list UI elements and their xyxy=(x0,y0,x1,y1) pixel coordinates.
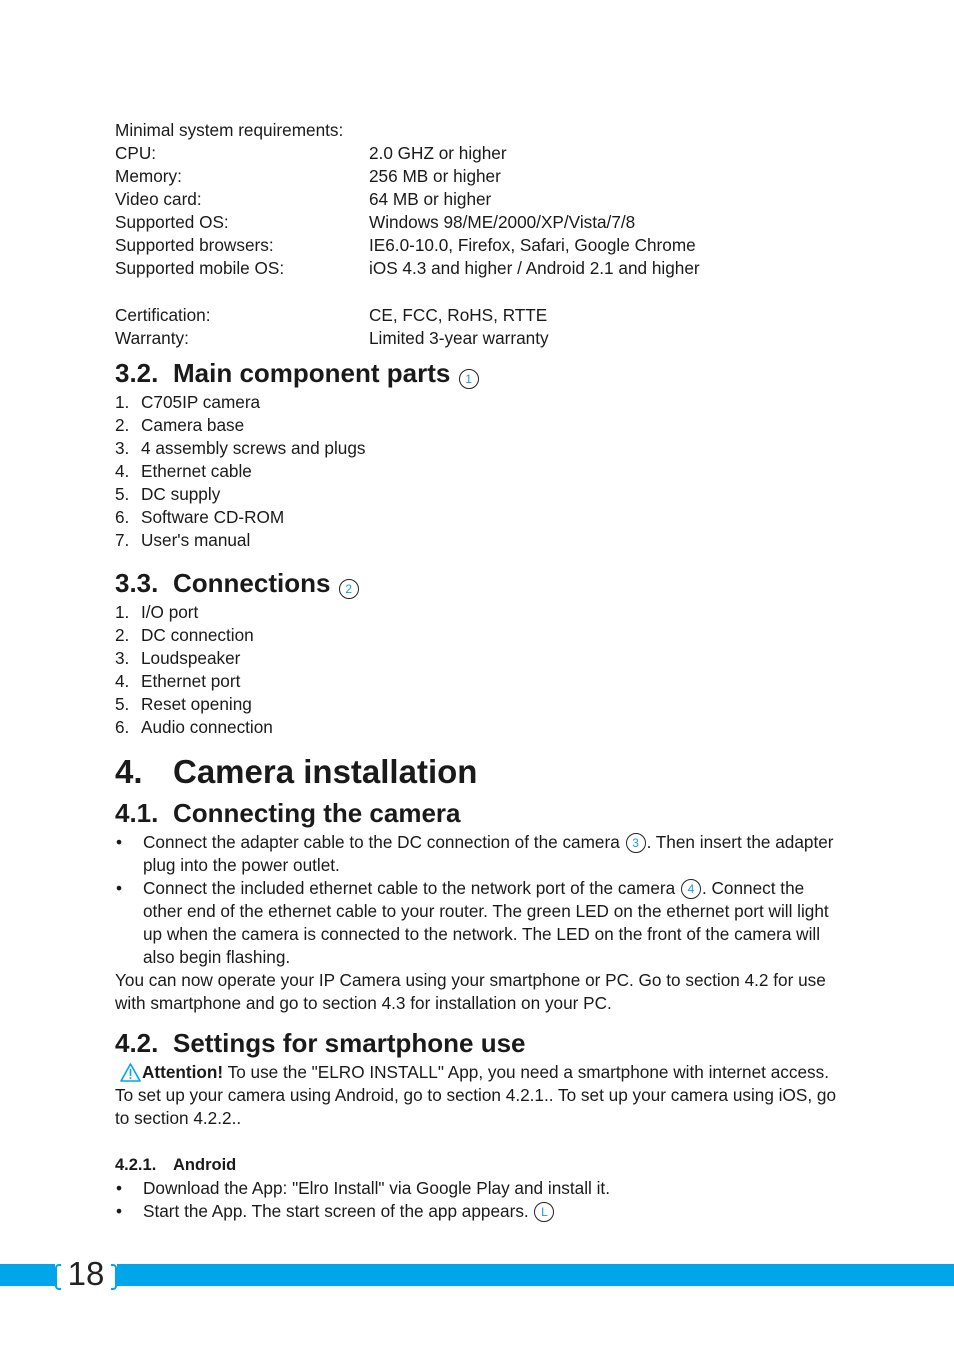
bullet-marker: • xyxy=(116,878,123,898)
attention-label: Attention! xyxy=(142,1062,224,1082)
section-title: Main component parts xyxy=(173,358,451,388)
attention-text xyxy=(142,1061,845,1084)
figure-reference-badge: 3 xyxy=(626,833,646,853)
bullet-text: Download the App: "Elro Install" via Google Play and install it. xyxy=(143,1178,610,1198)
section-number: 4.1. xyxy=(115,798,159,828)
list-number: 5. xyxy=(115,694,130,714)
list-text: DC connection xyxy=(141,625,254,645)
section-number: 3.3. xyxy=(115,568,159,598)
chapter-title: Camera installation xyxy=(173,753,478,790)
section-heading-main-component-parts xyxy=(115,355,845,391)
list-item xyxy=(115,506,845,529)
list-number: 3. xyxy=(115,648,130,668)
section-title: Settings for smartphone use xyxy=(173,1028,526,1058)
spec-row-cpu xyxy=(115,142,845,165)
bullet-marker: • xyxy=(116,1178,123,1198)
bullet-text xyxy=(143,1200,845,1223)
subsection-title: Android xyxy=(173,1156,237,1174)
list-item xyxy=(115,601,845,624)
list-number: 1. xyxy=(115,602,130,622)
spec-row-certification xyxy=(115,304,845,327)
list-item xyxy=(115,693,845,716)
list-text: Software CD-ROM xyxy=(141,507,285,527)
spec-heading: Minimal system requirements: xyxy=(115,120,344,140)
spec-label: Supported OS: xyxy=(115,212,229,232)
list-text: Camera base xyxy=(141,415,245,435)
spec-label: Supported browsers: xyxy=(115,235,274,255)
list-text: I/O port xyxy=(141,602,199,622)
list-item xyxy=(115,624,845,647)
section-heading-connecting-camera xyxy=(115,795,845,831)
warning-triangle-icon xyxy=(115,1061,142,1084)
section-number: 4.2. xyxy=(115,1028,159,1058)
section-heading-connections xyxy=(115,565,845,601)
list-item xyxy=(115,437,845,460)
chapter-heading-camera-installation xyxy=(115,749,845,795)
list-number: 2. xyxy=(115,415,130,435)
spec-value: CE, FCC, RoHS, RTTE xyxy=(369,305,548,325)
spec-row-browsers xyxy=(115,234,845,257)
spec-row-mobile-os xyxy=(115,257,845,280)
bullet-text-part: . Then insert the adapter plug into the power outlet. xyxy=(143,832,834,875)
figure-reference-badge: 4 xyxy=(681,879,701,899)
spec-value: 64 MB or higher xyxy=(369,189,492,209)
subsection-heading-android xyxy=(115,1154,845,1177)
list-item xyxy=(115,414,845,437)
list-number: 6. xyxy=(115,507,130,527)
bullet-text-part: Start the App. The start screen of the app appears. xyxy=(143,1201,529,1221)
spec-label: Memory: xyxy=(115,166,182,186)
section-number: 3.2. xyxy=(115,358,159,388)
page-number: 18 xyxy=(67,1255,105,1292)
page-number-box xyxy=(55,1256,117,1294)
list-text: User's manual xyxy=(141,530,251,550)
spec-label: CPU: xyxy=(115,143,157,163)
list-number: 4. xyxy=(115,671,130,691)
figure-reference-badge: 1 xyxy=(459,369,479,389)
list-item xyxy=(115,460,845,483)
attention-body: To use the "ELRO INSTALL" App, you need a smartphone with internet access. xyxy=(223,1062,829,1082)
list-text: Ethernet cable xyxy=(141,461,252,481)
paragraph: You can now operate your IP Camera using your smartphone or PC. Go to section 4.2 for use with smartphone and go to section 4.3 for installation on your PC. xyxy=(115,970,826,1013)
spec-label: Supported mobile OS: xyxy=(115,258,285,278)
list-text: Loudspeaker xyxy=(141,648,241,668)
list-item xyxy=(115,716,845,739)
bullet-item xyxy=(115,1200,845,1223)
spec-row-memory xyxy=(115,165,845,188)
list-number: 1. xyxy=(115,392,130,412)
footer-bar xyxy=(0,1264,954,1286)
paragraph: To set up your camera using Android, go to section 4.2.1.. To set up your camera using iOS, go to section 4.2.2.. xyxy=(115,1085,837,1128)
bullet-marker: • xyxy=(116,832,123,852)
bullet-text xyxy=(143,831,845,877)
section-title: Connecting the camera xyxy=(173,798,461,828)
page-content xyxy=(115,119,845,1223)
spec-row-warranty xyxy=(115,327,845,350)
bullet-text-part: Connect the adapter cable to the DC connection of the camera xyxy=(143,832,620,852)
list-item xyxy=(115,483,845,506)
list-text: DC supply xyxy=(141,484,221,504)
list-number: 6. xyxy=(115,717,130,737)
figure-reference-badge: 2 xyxy=(339,579,359,599)
bullet-marker: • xyxy=(116,1201,123,1221)
spec-value: Windows 98/ME/2000/XP/Vista/7/8 xyxy=(369,212,636,232)
spec-value: IE6.0-10.0, Firefox, Safari, Google Chrome xyxy=(369,235,696,255)
list-item xyxy=(115,391,845,414)
list-text: Reset opening xyxy=(141,694,252,714)
list-number: 5. xyxy=(115,484,130,504)
spec-value: 256 MB or higher xyxy=(369,166,501,186)
subsection-number: 4.2.1. xyxy=(115,1156,157,1174)
bullet-text-part: Connect the included ethernet cable to the network port of the camera xyxy=(143,878,676,898)
list-text: Audio connection xyxy=(141,717,273,737)
spec-label: Certification: xyxy=(115,305,211,325)
bullet-item xyxy=(115,877,845,969)
list-number: 7. xyxy=(115,530,130,550)
bullet-item xyxy=(115,831,845,877)
spec-label: Warranty: xyxy=(115,328,189,348)
list-number: 3. xyxy=(115,438,130,458)
spec-row-os xyxy=(115,211,845,234)
list-item xyxy=(115,529,845,552)
spacer xyxy=(115,280,845,304)
spec-value: Limited 3-year warranty xyxy=(369,328,549,348)
bullet-item xyxy=(115,1177,845,1200)
list-text: Ethernet port xyxy=(141,671,241,691)
bullet-text xyxy=(143,877,845,969)
section-heading-smartphone-settings xyxy=(115,1025,845,1061)
bullet-text-part: . Connect the other end of the ethernet cable to your router. The green LED on the ethernet port will light up when the camera is connected to the network. The LED on the front of the camera will also begin flashing. xyxy=(143,878,829,967)
attention-note xyxy=(115,1061,845,1084)
list-text: 4 assembly screws and plugs xyxy=(141,438,366,458)
spec-value: 2.0 GHZ or higher xyxy=(369,143,507,163)
list-item xyxy=(115,670,845,693)
list-text: C705IP camera xyxy=(141,392,261,412)
list-number: 4. xyxy=(115,461,130,481)
figure-reference-badge: L xyxy=(534,1202,554,1222)
list-item xyxy=(115,647,845,670)
spec-label: Video card: xyxy=(115,189,202,209)
section-title: Connections xyxy=(173,568,331,598)
spec-row-video-card xyxy=(115,188,845,211)
chapter-number: 4. xyxy=(115,753,143,790)
list-number: 2. xyxy=(115,625,130,645)
spec-value: iOS 4.3 and higher / Android 2.1 and higher xyxy=(369,258,700,278)
